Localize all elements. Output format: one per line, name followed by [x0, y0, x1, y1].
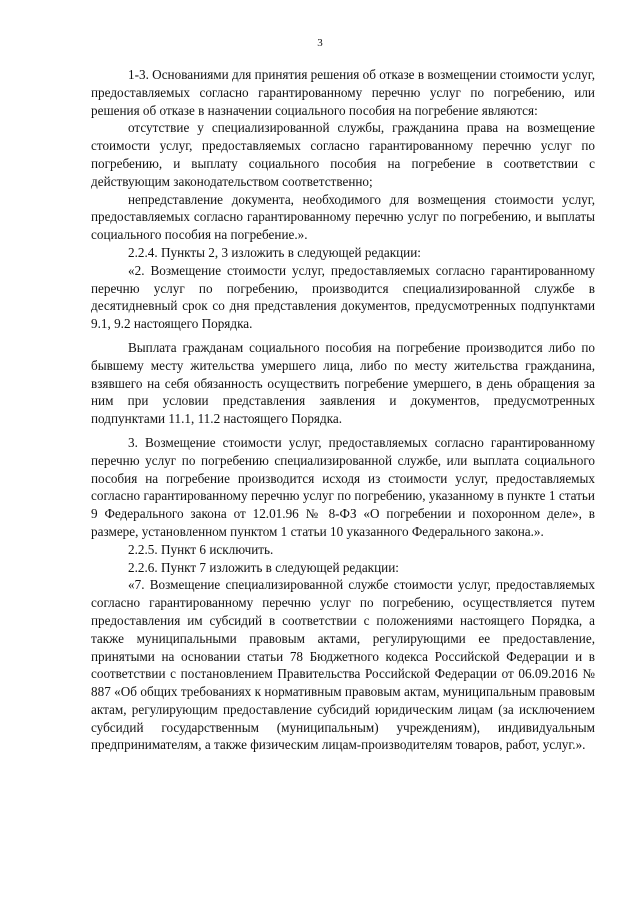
document-body: [91, 66, 595, 754]
paragraph-point-2: «2. Возмещение стоимости услуг, предоставляемых согласно гарантированному перечню услуг по погребению, производится специализированной службе в десятидневный срок со дня представления документов, предусмотренных подпунктами 9.1, 9.2 настоящего Порядка.: [91, 262, 595, 332]
paragraph-point-7: «7. Возмещение специализированной службе стоимости услуг, предоставляемых согласно гарантированному перечню услуг по погребению, осуществляется путем предоставления им субсидий в соответствии с положениями настоящего Порядка, а также муниципальными правовым актами, регулирующими ее предоставление, принятыми на основании статьи 78 Бюджетного кодекса Российской Федерации и в соответствии с постановлением Правительства Российской Федерации от 06.09.2016 № 887 «Об общих требованиях к нормативным правовым актам, муниципальным правовым актам, регулирующим предоставление субсидий юридическим лицам (за исключением субсидий государственным (муниципальным) учреждениям), индивидуальным предпринимателям, а также физическим лицам-производителям товаров, работ, услуг.».: [91, 577, 595, 753]
page-number: 3: [317, 37, 323, 49]
paragraph-benefit-payment: Выплата гражданам социального пособия на погребение производится либо по бывшему месту жительства умершего лица, либо по месту жительства гражданина, взявшего на себя обязанность осуществить погребение умершего, в день обращения за ним при условии представления заявления и документов, предусмотренных подпунктами 11.1, 11.2 настоящего Порядка.: [91, 339, 595, 427]
paragraph-refusal-grounds: 1-3. Основаниями для принятия решения об отказе в возмещении стоимости услуг, предоставляемых согласно гарантированному перечню услуг по погребению, или решения об отказе в назначении социального пособия на погребение являются:: [91, 67, 595, 118]
paragraph-item-2-2-5: 2.2.5. Пункт 6 исключить.: [128, 541, 274, 557]
paragraph-item-2-2-6: 2.2.6. Пункт 7 изложить в следующей редакции:: [128, 559, 399, 575]
paragraph-no-document: непредставление документа, необходимого для возмещения стоимости услуг, предоставляемых согласно гарантированному перечню услуг по погребению, и выплаты социального пособия на погребение.».: [91, 191, 595, 243]
paragraph-point-3: 3. Возмещение стоимости услуг, предоставляемых согласно гарантированному перечню услуг по погребению специализированной службе, или выплата социального пособия на погребение производится исходя из стоимости услуг, предоставляемых согласно гарантированному перечню услуг по погребению, указанному в пункте 1 статьи 9 Федерального закона от 12.01.96 № 8-ФЗ «О погребении и похоронном деле», в размере, установленном пунктом 1 статьи 10 указанного Федерального закона.».: [91, 434, 595, 539]
paragraph-no-right: отсутствие у специализированной службы, гражданина права на возмещение стоимости услуг, предоставляемых согласно гарантированному перечню услуг по погребению, и выплату социального пособия на погребение в соответствии с действующим законодательством соответственно;: [91, 120, 595, 189]
paragraph-item-2-2-4: 2.2.4. Пункты 2, 3 изложить в следующей редакции:: [128, 244, 421, 260]
